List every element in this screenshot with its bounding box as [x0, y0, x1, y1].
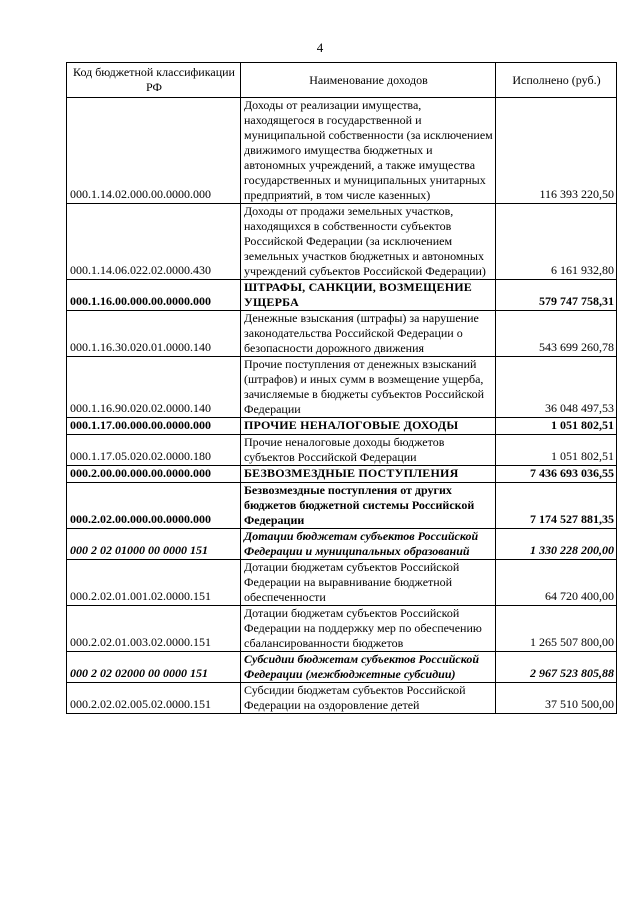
row-code: 000.2.02.02.005.02.0000.151	[67, 683, 241, 714]
row-name: Прочие поступления от денежных взысканий (штрафов) и иных сумм в возмещение ущерба, зачисляемые в бюджеты субъектов Российской Федерации	[241, 357, 496, 418]
row-amount: 579 747 758,31	[496, 280, 617, 311]
row-name: Субсидии бюджетам субъектов Российской Федерации на оздоровление детей	[241, 683, 496, 714]
table-row	[67, 529, 617, 560]
revenue-table	[66, 62, 617, 714]
header-amount: Исполнено (руб.)	[496, 63, 617, 98]
row-code: 000.1.14.02.000.00.0000.000	[67, 98, 241, 204]
row-amount: 2 967 523 805,88	[496, 652, 617, 683]
table-row	[67, 280, 617, 311]
table-row	[67, 466, 617, 483]
row-amount: 36 048 497,53	[496, 357, 617, 418]
row-name: Дотации бюджетам субъектов Российской Федерации на выравнивание бюджетной обеспеченности	[241, 560, 496, 606]
row-name: Денежные взыскания (штрафы) за нарушение законодательства Российской Федерации о безопасности дорожного движения	[241, 311, 496, 357]
header-name: Наименование доходов	[241, 63, 496, 98]
row-name: ШТРАФЫ, САНКЦИИ, ВОЗМЕЩЕНИЕ УЩЕРБА	[241, 280, 496, 311]
row-code: 000.1.16.90.020.02.0000.140	[67, 357, 241, 418]
table-row	[67, 311, 617, 357]
table-row	[67, 418, 617, 435]
row-amount: 6 161 932,80	[496, 204, 617, 280]
row-name: Субсидии бюджетам субъектов Российской Федерации (межбюджетные субсидии)	[241, 652, 496, 683]
table-row	[67, 683, 617, 714]
row-name: Доходы от продажи земельных участков, находящихся в собственности субъектов Российской Федерации (за исключением земельных участков бюджетных и автономных учреждений субъектов Российской Федерации)	[241, 204, 496, 280]
table-row	[67, 204, 617, 280]
table-row	[67, 652, 617, 683]
header-code: Код бюджетной классификации РФ	[67, 63, 241, 98]
row-code: 000 2 02 01000 00 0000 151	[67, 529, 241, 560]
row-name: БЕЗВОЗМЕЗДНЫЕ ПОСТУПЛЕНИЯ	[241, 466, 496, 483]
row-amount: 7 436 693 036,55	[496, 466, 617, 483]
row-amount: 1 051 802,51	[496, 435, 617, 466]
table-row	[67, 483, 617, 529]
row-code: 000.2.02.01.001.02.0000.151	[67, 560, 241, 606]
row-amount: 1 051 802,51	[496, 418, 617, 435]
row-name: Доходы от реализации имущества, находящегося в государственной и муниципальной собственности (за исключением движимого имущества бюджетных и автономных учреждений, а также имущества государственных и муниципальных унитарных предприятий, в том числе казенных)	[241, 98, 496, 204]
row-code: 000.1.17.00.000.00.0000.000	[67, 418, 241, 435]
table-row	[67, 606, 617, 652]
row-code: 000.2.00.00.000.00.0000.000	[67, 466, 241, 483]
row-code: 000.1.16.00.000.00.0000.000	[67, 280, 241, 311]
table-row	[67, 560, 617, 606]
table-row	[67, 98, 617, 204]
row-code: 000.2.02.00.000.00.0000.000	[67, 483, 241, 529]
row-amount: 37 510 500,00	[496, 683, 617, 714]
row-name: Дотации бюджетам субъектов Российской Федерации на поддержку мер по обеспечению сбалансированности бюджетов	[241, 606, 496, 652]
page-number: 4	[316, 40, 324, 55]
row-amount: 7 174 527 881,35	[496, 483, 617, 529]
row-amount: 1 265 507 800,00	[496, 606, 617, 652]
row-name: Дотации бюджетам субъектов Российской Федерации и муниципальных образований	[241, 529, 496, 560]
row-code: 000.1.17.05.020.02.0000.180	[67, 435, 241, 466]
row-amount: 116 393 220,50	[496, 98, 617, 204]
row-code: 000.1.16.30.020.01.0000.140	[67, 311, 241, 357]
table-row	[67, 357, 617, 418]
table-row	[67, 435, 617, 466]
row-name: Безвозмездные поступления от других бюджетов бюджетной системы Российской Федерации	[241, 483, 496, 529]
row-name: Прочие неналоговые доходы бюджетов субъектов Российской Федерации	[241, 435, 496, 466]
table-header-row	[67, 63, 617, 98]
row-code: 000.1.14.06.022.02.0000.430	[67, 204, 241, 280]
row-amount: 64 720 400,00	[496, 560, 617, 606]
row-amount: 1 330 228 200,00	[496, 529, 617, 560]
row-amount: 543 699 260,78	[496, 311, 617, 357]
row-name: ПРОЧИЕ НЕНАЛОГОВЫЕ ДОХОДЫ	[241, 418, 496, 435]
row-code: 000 2 02 02000 00 0000 151	[67, 652, 241, 683]
row-code: 000.2.02.01.003.02.0000.151	[67, 606, 241, 652]
